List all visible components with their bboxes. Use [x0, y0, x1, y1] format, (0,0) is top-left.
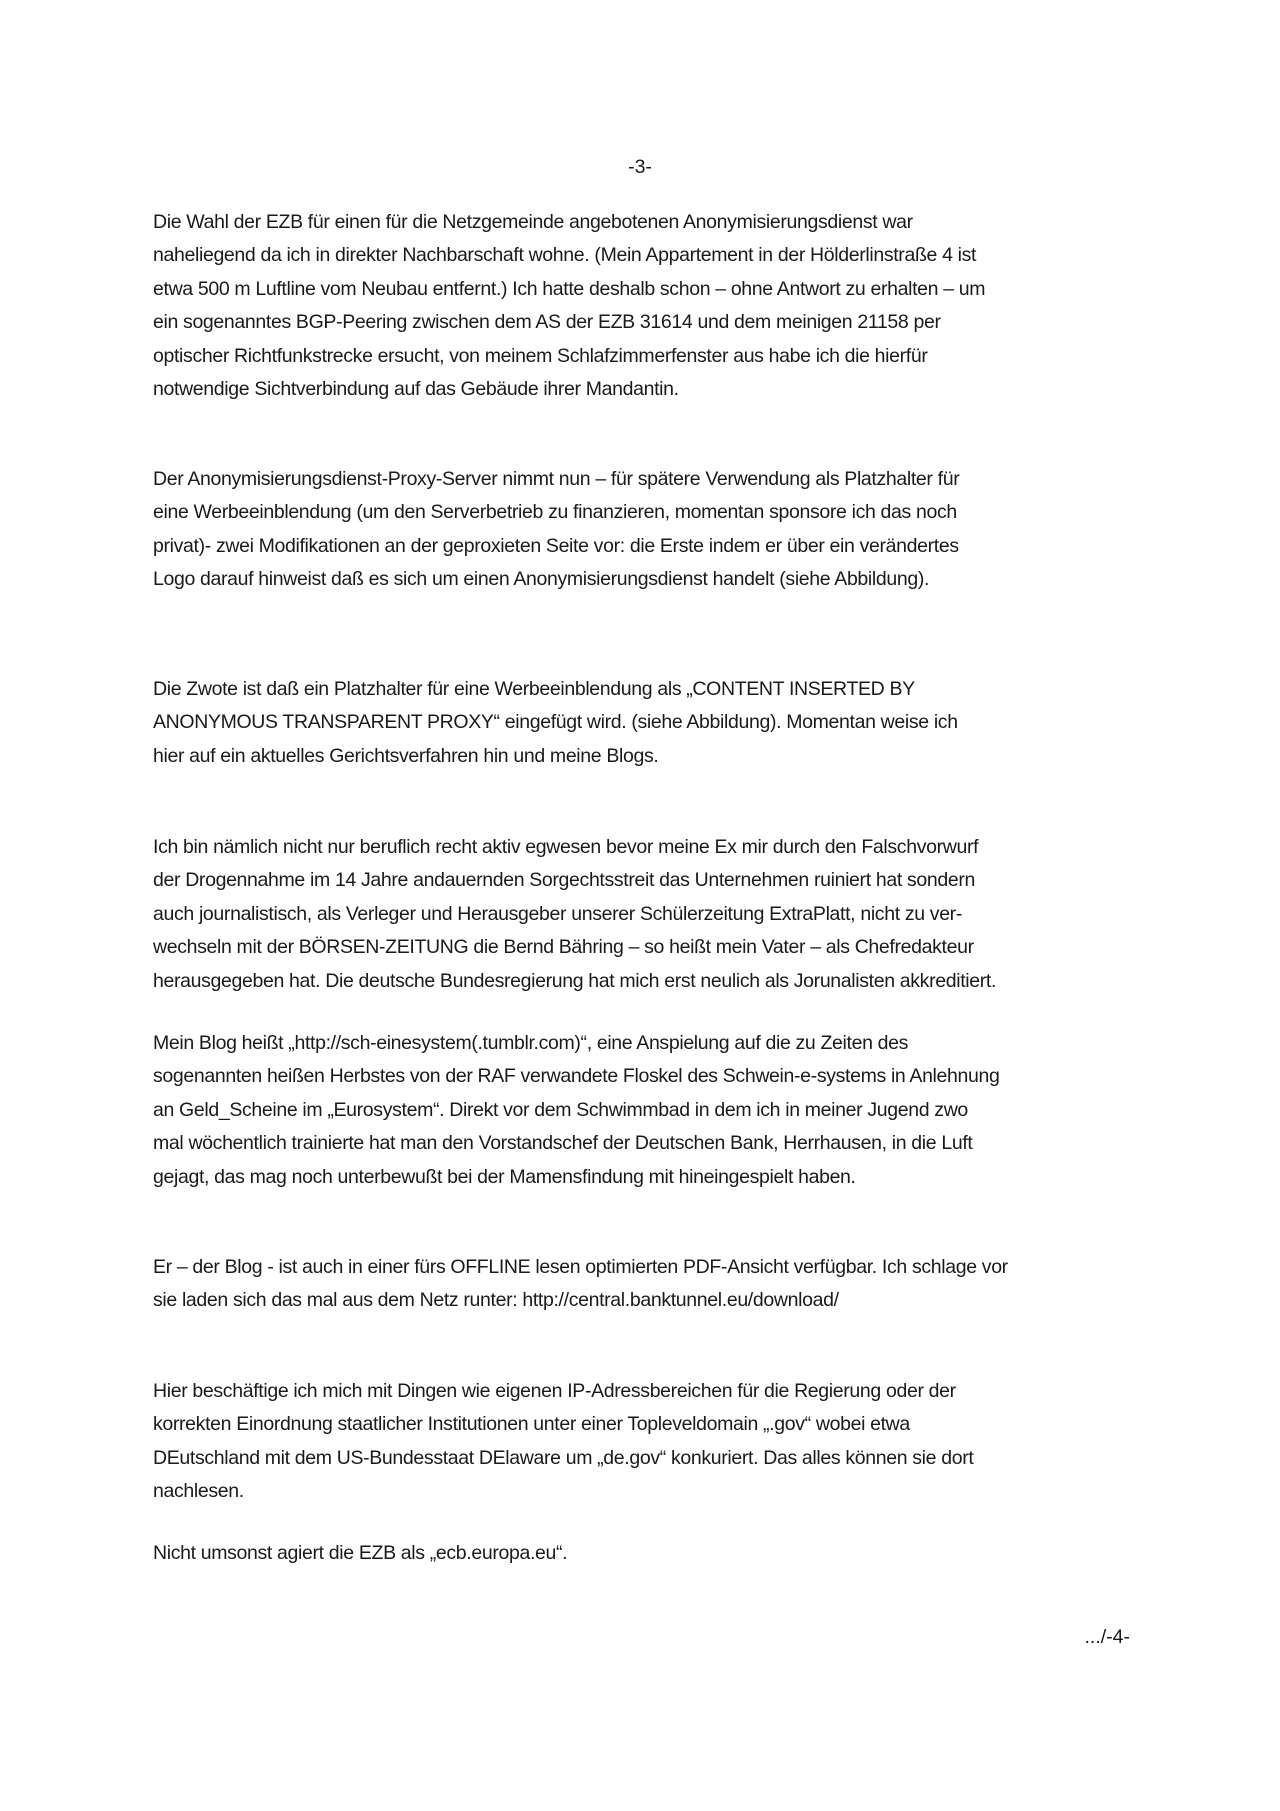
text-line: Hier beschäftige ich mich mit Dingen wie eigenen IP-Adressbereichen für die Regierung oder der [153, 1380, 956, 1402]
text-line: wechseln mit der BÖRSEN-ZEITUNG die Bernd Bähring – so heißt mein Vater – als Chefredakteur [153, 936, 974, 958]
text-line: ANONYMOUS TRANSPARENT PROXY“ eingefügt wird. (siehe Abbildung). Momentan weise ich [153, 711, 958, 733]
page-number: -3- [628, 156, 652, 178]
text-line: optischer Richtfunkstrecke ersucht, von meinem Schlafzimmerfenster aus habe ich die hierfür [153, 345, 928, 367]
text-line: hier auf ein aktuelles Gerichtsverfahren hin und meine Blogs. [153, 745, 659, 767]
text-line: Er – der Blog - ist auch in einer fürs OFFLINE lesen optimierten PDF-Ansicht verfügbar. Ich schlage vor [153, 1256, 1008, 1278]
text-line: DEutschland mit dem US-Bundesstaat DElaware um „de.gov“ konkuriert. Das alles können sie dort [153, 1447, 974, 1469]
text-line: etwa 500 m Luftline vom Neubau entfernt.) Ich hatte deshalb schon – ohne Antwort zu erhalten – um [153, 278, 986, 300]
text-line: nachlesen. [153, 1480, 244, 1502]
text-line: privat)- zwei Modifikationen an der geproxieten Seite vor: die Erste indem er über ein verändertes [153, 535, 959, 557]
text-line: mal wöchentlich trainierte hat man den Vorstandschef der Deutschen Bank, Herrhausen, in die Luft [153, 1132, 973, 1154]
text-line: Mein Blog heißt „http://sch-einesystem(.tumblr.com)“, eine Anspielung auf die zu Zeiten des [153, 1032, 909, 1054]
text-line: auch journalistisch, als Verleger und Herausgeber unserer Schülerzeitung ExtraPlatt, nicht zu ver- [153, 903, 962, 925]
text-line: naheliegend da ich in direkter Nachbarschaft wohne. (Mein Appartement in der Hölderlinstraße 4 ist [153, 244, 977, 266]
text-line: Die Zwote ist daß ein Platzhalter für eine Werbeeinblendung als „CONTENT INSERTED BY [153, 678, 915, 700]
text-line: sogenannten heißen Herbstes von der RAF verwandete Floskel des Schwein-e-systems in Anlehnung [153, 1065, 1000, 1087]
text-line: Nicht umsonst agiert die EZB als „ecb.europa.eu“. [153, 1542, 568, 1564]
text-line: Der Anonymisierungsdienst-Proxy-Server nimmt nun – für spätere Verwendung als Platzhalter für [153, 468, 960, 490]
text-line: Logo darauf hinweist daß es sich um einen Anonymisierungsdienst handelt (siehe Abbildung). [153, 568, 930, 590]
text-line: eine Werbeeinblendung (um den Serverbetrieb zu finanzieren, momentan sponsore ich das noch [153, 501, 957, 523]
text-line: herausgegeben hat. Die deutsche Bundesregierung hat mich erst neulich als Jorunalisten akkreditiert. [153, 970, 997, 992]
text-line: notwendige Sichtverbindung auf das Gebäude ihrer Mandantin. [153, 378, 679, 400]
text-line: korrekten Einordnung staatlicher Institutionen unter einer Topleveldomain „.gov“ wobei etwa [153, 1413, 910, 1435]
text-line: sie laden sich das mal aus dem Netz runter: http://central.banktunnel.eu/download/ [153, 1289, 839, 1311]
text-line: gejagt, das mag noch unterbewußt bei der Mamensfindung mit hineingespielt haben. [153, 1166, 856, 1188]
text-line: der Drogennahme im 14 Jahre andauernden Sorgechtsstreit das Unternehmen ruiniert hat sondern [153, 869, 975, 891]
text-line: Ich bin nämlich nicht nur beruflich recht aktiv egwesen bevor meine Ex mir durch den Falschvorwurf [153, 836, 979, 858]
text-line: ein sogenanntes BGP-Peering zwischen dem AS der EZB 31614 und dem meinigen 21158 per [153, 311, 941, 333]
text-line: Die Wahl der EZB für einen für die Netzgemeinde angebotenen Anonymisierungsdienst war [153, 211, 913, 233]
continuation-marker: .../-4- [1084, 1626, 1130, 1648]
text-line: an Geld_Scheine im „Eurosystem“. Direkt vor dem Schwimmbad in dem ich in meiner Jugend zwo [153, 1099, 968, 1121]
